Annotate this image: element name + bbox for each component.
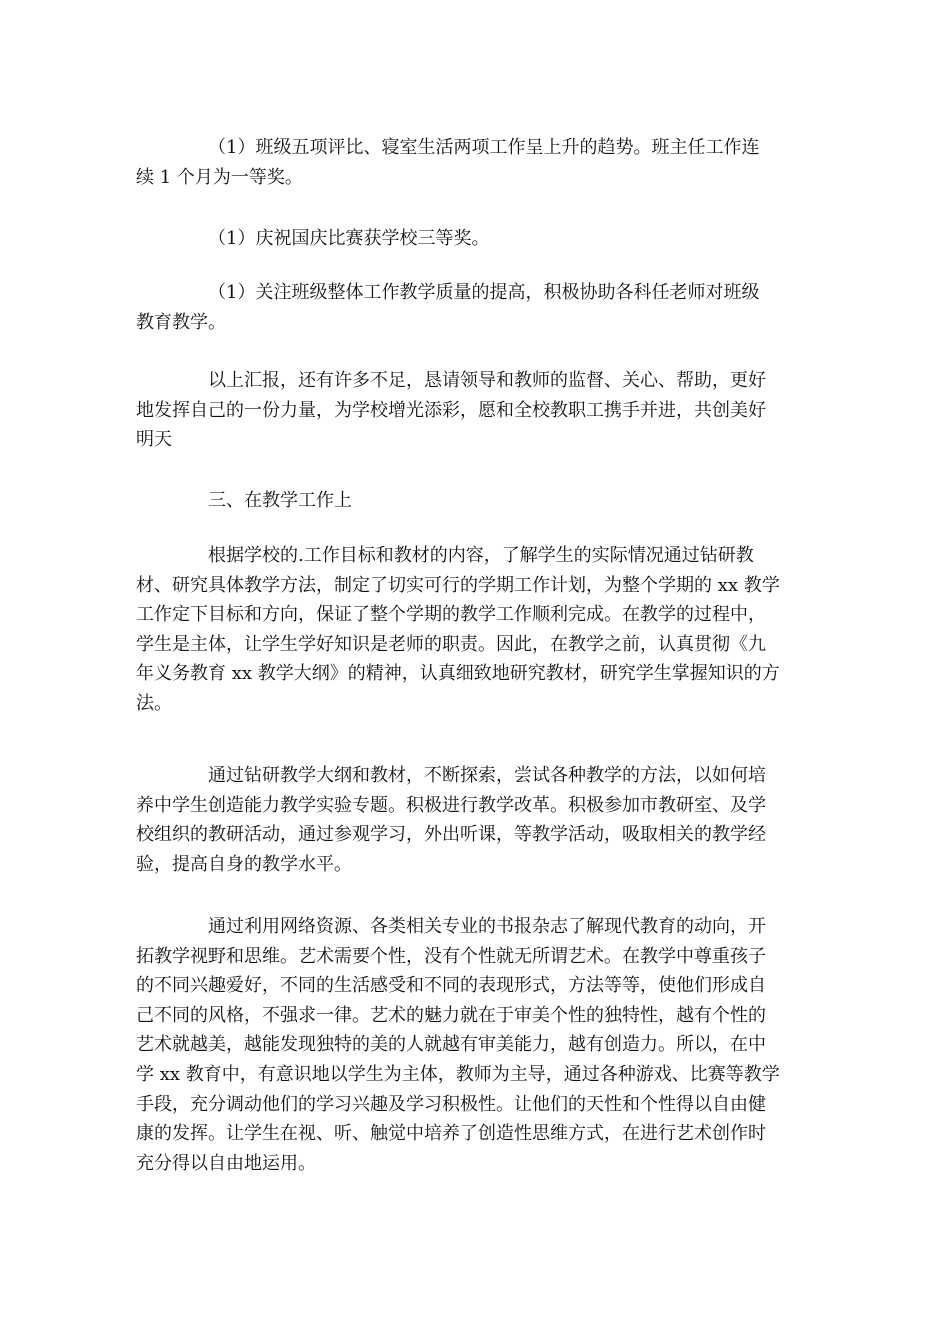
text-line: （1）庆祝国庆比赛获学校三等奖。 [208,228,490,249]
text-line: 拓教学视野和思维。艺术需要个性，没有个性就无所谓艺术。在教学中尊重孩子 [136,945,766,967]
text-line: 法。 [136,692,172,714]
text-line: 地发挥自己的一份力量，为学校增光添彩，愿和全校教职工携手并进，共创美好 [136,399,766,421]
paragraph-teaching-quality [136,278,816,337]
paragraph-class-ranking [136,133,816,192]
text-line: 康的发挥。让学生在视、听、触觉中培养了创造性思维方式，在进行艺术创作时 [136,1123,766,1145]
text-line: 学 xx 教育中，有意识地以学生为主体，教师为主导，通过各种游戏、比赛等教学 [136,1063,780,1085]
text-line: 的不同兴趣爱好，不同的生活感受和不同的表现形式，方法等等，使他们形成自 [136,975,766,997]
section-heading: 三、在教学工作上 [208,490,352,511]
text-line: 根据学校的.工作目标和教材的内容，了解学生的实际情况通过钻研教 [208,545,754,566]
text-line: 验，提高自身的教学水平。 [136,853,352,875]
text-line: 通过利用网络资源、各类相关专业的书报杂志了解现代教育的动向，开 [208,916,766,937]
text-line: 学生是主体，让学生学好知识是老师的职责。因此，在教学之前，认真贯彻《九 [136,633,766,655]
text-line: 己不同的风格，不强求一律。艺术的魅力就在于审美个性的独特性，越有个性的 [136,1004,766,1026]
text-line: 手段，充分调动他们的学习兴趣及学习积极性。让他们的天性和个性得以自由健 [136,1093,766,1115]
text-line: 教育教学。 [136,311,226,333]
text-line: 养中学生创造能力教学实验专题。积极进行教学改革。积极参加市教研室、及学 [136,794,766,816]
text-line: 通过钻研教学大纲和教材，不断探索，尝试各种教学的方法，以如何培 [208,765,766,786]
text-line: 续 1 个月为一等奖。 [136,166,303,188]
text-line: 充分得以自由地运用。 [136,1152,316,1174]
text-line: 材、研究具体教学方法，制定了切实可行的学期工作计划，为整个学期的 xx 教学 [136,574,780,596]
text-line: 明天 [136,429,172,451]
text-line: （1）班级五项评比、寝室生活两项工作呈上升的趋势。班主任工作连 [208,137,760,158]
paragraph-teaching-reform [136,761,816,879]
paragraph-national-day-award [136,224,816,254]
text-line: 年义务教育 xx 教学大纲》的精神，认真细致地研究教材，研究学生掌握知识的方 [136,663,780,685]
text-line: 艺术就越美，越能发现独特的美的人就越有审美能力，越有创造力。所以，在中 [136,1034,766,1056]
paragraph-teaching-plan [136,541,816,719]
paragraph-art-education [136,912,816,1178]
text-line: 以上汇报，还有许多不足，恳请领导和教师的监督、关心、帮助，更好 [208,370,766,391]
paragraph-report-summary [136,366,816,455]
text-line: （1）关注班级整体工作教学质量的提高，积极协助各科任老师对班级 [208,282,760,303]
text-line: 工作定下目标和方向，保证了整个学期的教学工作顺利完成。在教学的过程中， [136,604,766,626]
text-line: 校组织的教研活动，通过参观学习，外出听课，等教学活动，吸取相关的教学经 [136,824,766,846]
section-heading-teaching-work [136,486,816,516]
